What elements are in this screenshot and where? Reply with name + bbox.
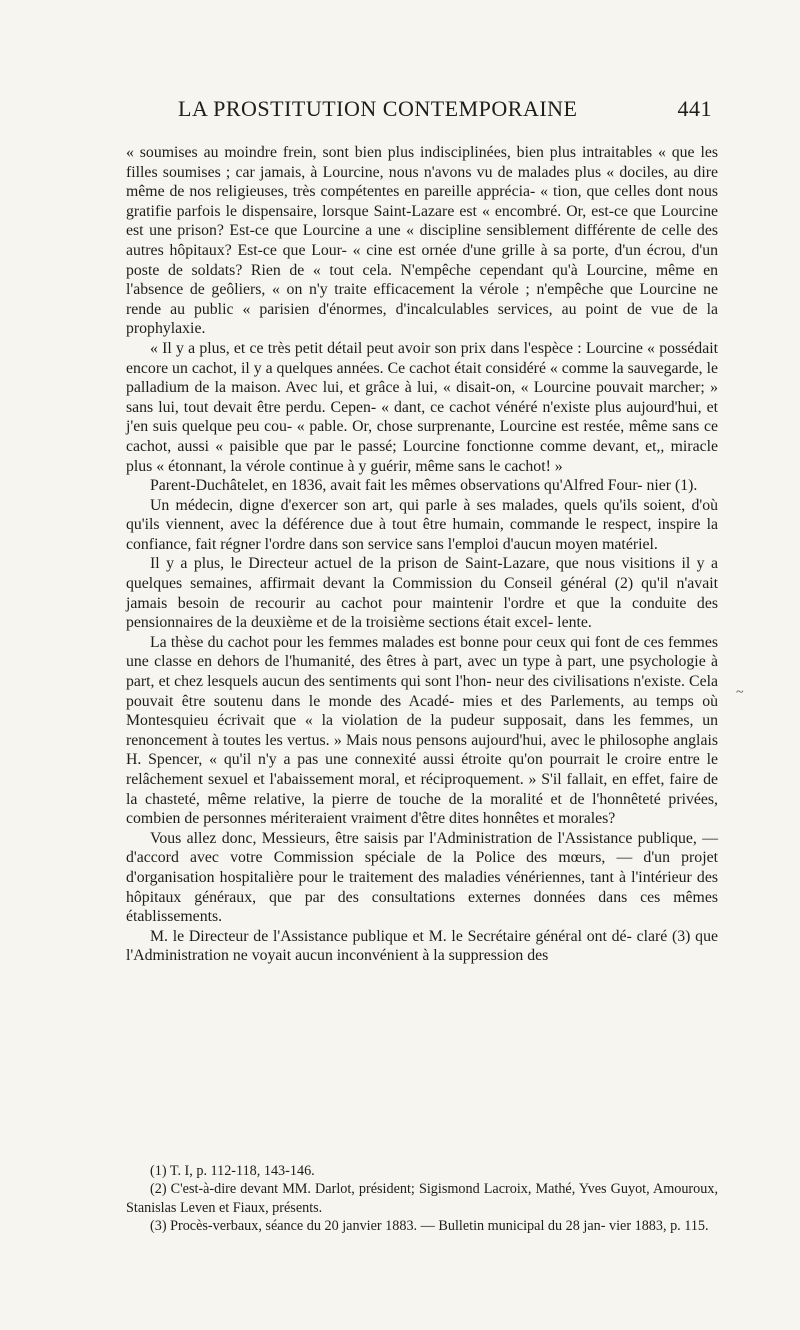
paragraph: Vous allez donc, Messieurs, être saisis par l'Administration de l'Assistance publique, — d'accord avec votre Commission spéciale de la Police des mœurs, — d'un projet d'organisation hospitalière pour le traitement des maladies vénériennes, tant à l'intérieur des hôpitaux généraux, que par des consultations externes données dans ces mêmes établissements.: [126, 829, 718, 926]
paragraph: M. le Directeur de l'Assistance publique et M. le Secrétaire général ont dé- claré (3) que l'Administration ne voyait aucun inconvénient à la suppression des: [126, 927, 718, 965]
margin-mark: ~: [736, 685, 744, 700]
page-number: 441: [677, 96, 712, 121]
quote-paragraph: « Il y a plus, et ce très petit détail peut avoir son prix dans l'espèce : Lourcine « possédait encore un cachot, il y a quelques années. Ce cachot était considéré « comme la sauvegarde, le palladium de la maison. Avec lui, et grâce à lui, « disait-on, « Lourcine pouvait marcher; » sans lui, tout devait être perdu. Cepen- « dant, ce cachot vénéré n'existe plus aujourd'hui, et j'en suis quelque peu cou- « pable. Or, chose surprenante, Lourcine est restée, même sans ce cachot, aussi « paisible que par le passé; Lourcine fonctionne comme devant, et,, miracle plus « étonnant, la vérole continue à y guérir, même sans le cachot! »: [126, 339, 718, 475]
page-header: [150, 96, 712, 126]
footnote: (3) Procès-verbaux, séance du 20 janvier 1883. — Bulletin municipal du 28 jan- vier 1883, p. 115.: [150, 1218, 709, 1235]
paragraph: La thèse du cachot pour les femmes malades est bonne pour ceux qui font de ces femmes une classe en dehors de l'humanité, des êtres à part, avec un type à part, une psychologie à part, et chez lesquels aucun des sentiments qui sont l'hon- neur des civilisations n'existe. Cela pouvait être soutenu dans le monde des Acadé- mies et des Parlements, au temps où Montesquieu écrivait que « la violation de la pudeur supposait, dans les femmes, un renoncement à toutes les vertus. » Mais nous pensons aujourd'hui, avec le philosophe anglais H. Spencer, « qu'il n'y a pas une connexité aussi étroite qu'on pourrait le croire entre le relâchement sexuel et l'abaissement moral, et réciproquement. » S'il fallait, en effet, faire de la chasteté, même relative, la pierre de touche de la moralité et de l'honnêteté privées, combien de personnes mériteraient vraiment d'être dites honnêtes et morales?: [126, 633, 718, 828]
paragraph: Il y a plus, le Directeur actuel de la prison de Saint-Lazare, que nous visitions il y a quelques semaines, affirmait devant la Commission du Conseil général (2) qu'il n'avait jamais besoin de recourir au cachot pour maintenir l'ordre et que la conduite des pensionnaires de la deuxième et de la troisième sections était excel- lente.: [126, 555, 718, 632]
body-text: [126, 143, 718, 966]
paragraph: Un médecin, digne d'exercer son art, qui parle à ses malades, quels qu'ils soient, d'où qu'ils viennent, avec la déférence due à tout être humain, commande le respect, inspire la confiance, fait régner l'ordre dans son service sans l'emploi d'aucun moyen matériel.: [126, 496, 718, 553]
quote-paragraph: « soumises au moindre frein, sont bien plus indisciplinées, bien plus intraitables « que les filles soumises ; car jamais, à Lourcine, nous n'avons vu de malades plus « dociles, au dire même de nos religieuses, très compétentes en pareille apprécia- « tion, que celles dont nous gratifie parfois le dispensaire, lorsque Saint-Lazare est « encombré. Or, est-ce que Lourcine est une prison? Est-ce que Lourcine a une « discipline sensiblement différente de celle des autres hôpitaux? Est-ce que Lour- « cine est ornée d'une grille à sa porte, d'un écrou, d'un poste de soldats? Rien de « tout cela. N'empêche cependant qu'à Lourcine, même en l'absence de geôliers, « on n'y traite efficacement la vérole ; n'empêche que Lourcine ne rende au public « parisien d'énormes, d'incalculables services, au point de vue de la prophylaxie.: [126, 144, 718, 338]
footnotes: [126, 1162, 718, 1236]
footnote: (1) T. I, p. 112-118, 143-146.: [150, 1163, 315, 1179]
running-title: LA PROSTITUTION CONTEMPORAINE: [178, 96, 578, 121]
paragraph: Parent-Duchâtelet, en 1836, avait fait les mêmes observations qu'Alfred Four- nier (1).: [150, 477, 698, 495]
footnote: (2) C'est-à-dire devant MM. Darlot, président; Sigismond Lacroix, Mathé, Yves Guyot, Amouroux, Stanislas Leven et Fiaux, présents.: [126, 1181, 718, 1216]
